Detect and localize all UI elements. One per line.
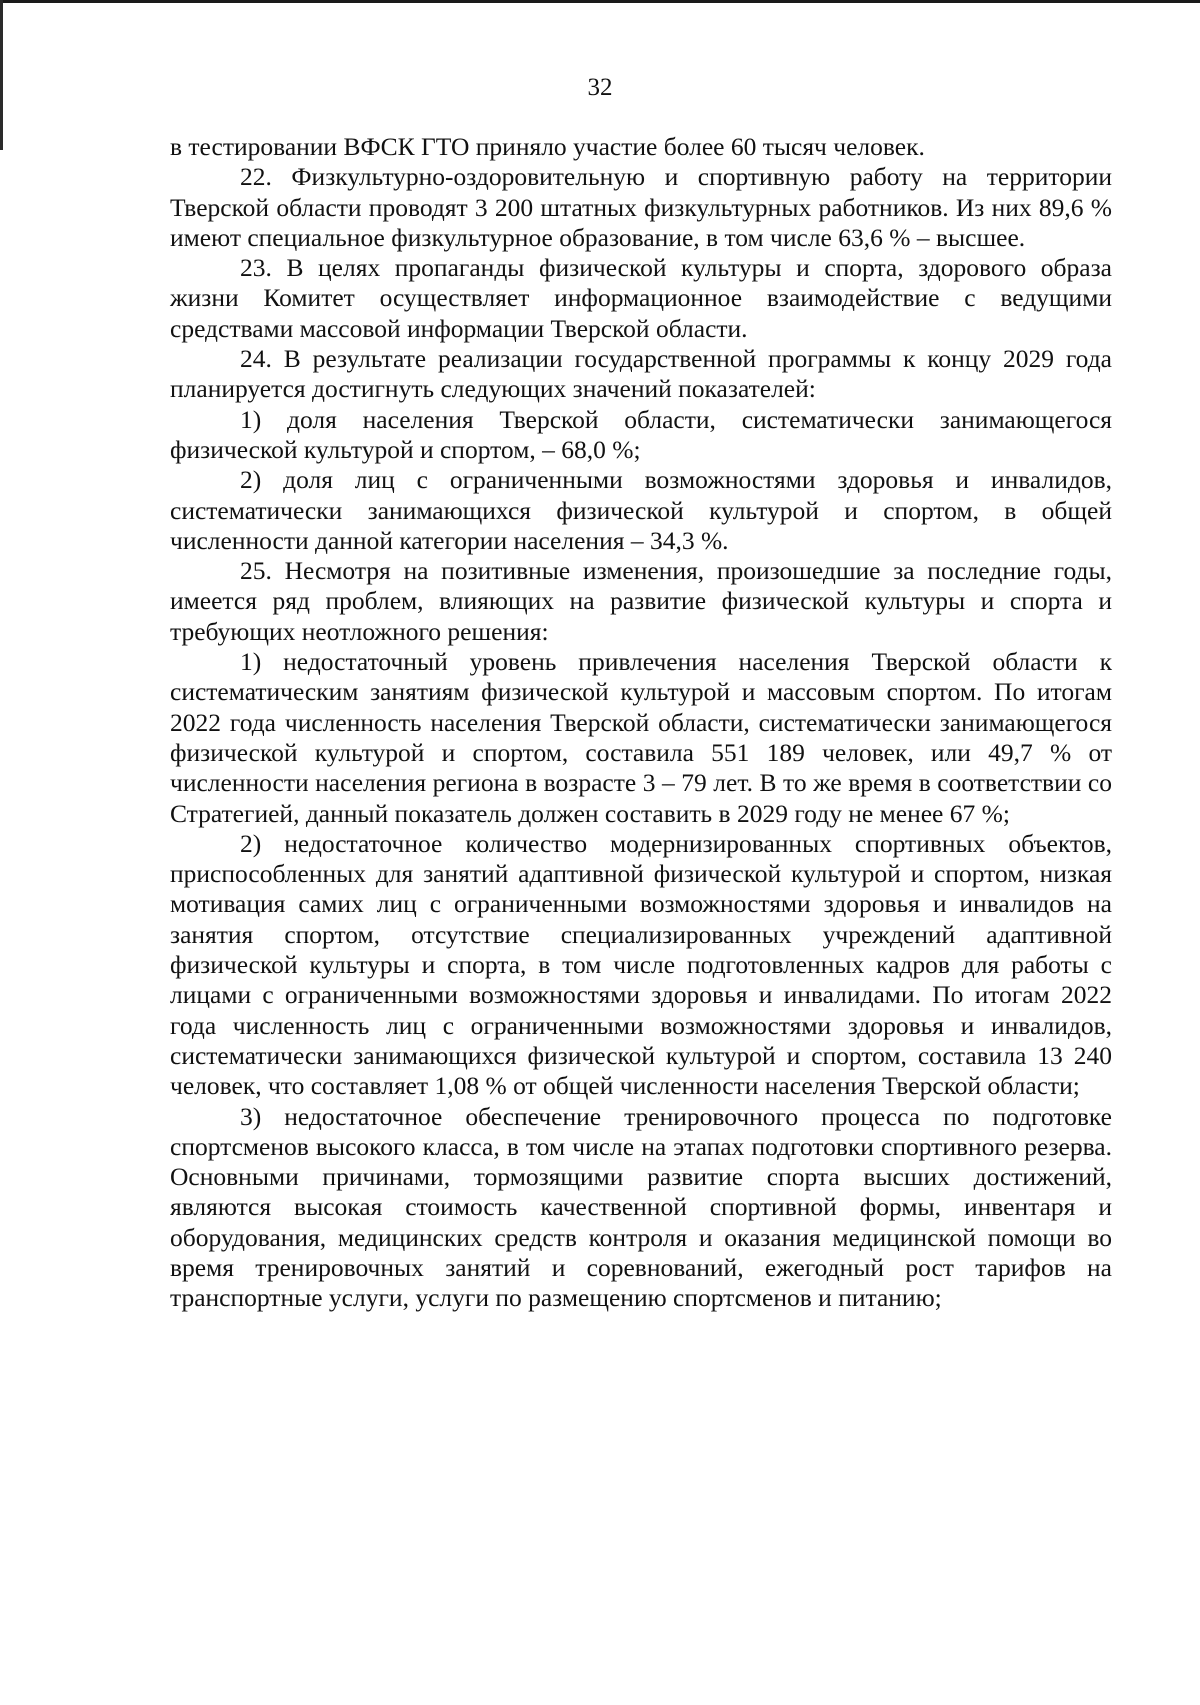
paragraph-25: 25. Несмотря на позитивные изменения, произошедшие за последние годы, имеется ряд проблем, влияющих на развитие физической культуры и спорта и требующих неотложного решения: <box>170 556 1112 646</box>
document-body <box>170 132 1112 1314</box>
paragraph-24-item-2: 2) доля лиц с ограниченными возможностями здоровья и инвалидов, систематически занимающихся физической культурой и спортом, в общей численности данной категории населения – 34,3 %. <box>170 465 1112 555</box>
paragraph-25-item-2: 2) недостаточное количество модернизированных спортивных объектов, приспособленных для занятий адаптивной физической культурой и спортом, низкая мотивация самих лиц с ограниченными возможностями здоровья и инвалидов на занятия спортом, отсутствие специализированных учреждений адаптивной физической культуры и спорта, в том числе подготовленных кадров для работы с лицами с ограниченными возможностями здоровья и инвалидами. По итогам 2022 года численность лиц с ограниченными возможностями здоровья и инвалидов, систематически занимающихся физической культурой и спортом, составила 13 240 человек, что составляет 1,08 % от общей численности населения Тверской области; <box>170 828 1112 1101</box>
paragraph-23: 23. В целях пропаганды физической культуры и спорта, здорового образа жизни Комитет осуществляет информационное взаимодействие с ведущими средствами массовой информации Тверской области. <box>170 253 1112 343</box>
paragraph-24-item-1: 1) доля населения Тверской области, систематически занимающегося физической культурой и спортом, – 68,0 %; <box>170 404 1112 464</box>
paragraph-24: 24. В результате реализации государственной программы к концу 2029 года планируется достигнуть следующих значений показателей: <box>170 344 1112 404</box>
paragraph-continuation: в тестировании ВФСК ГТО приняло участие более 60 тысяч человек. <box>170 132 925 161</box>
paragraph-25-item-1: 1) недостаточный уровень привлечения населения Тверской области к систематическим занятиям физической культурой и массовым спортом. По итогам 2022 года численность населения Тверской области, систематически занимающегося физической культурой и спортом, составила 551 189 человек, или 49,7 % от численности населения региона в возрасте 3 – 79 лет. В то же время в соответствии со Стратегией, данный показатель должен составить в 2029 году не менее 67 %; <box>170 647 1112 828</box>
scan-edge-top <box>0 0 1200 3</box>
paragraph-25-item-3: 3) недостаточное обеспечение тренировочного процесса по подготовке спортсменов высокого класса, в том числе на этапах подготовки спортивного резерва. Основными причинами, тормозящими развитие спорта высших достижений, являются высокая стоимость качественной спортивной формы, инвентаря и оборудования, медицинских средств контроля и оказания медицинской помощи во время тренировочных занятий и соревнований, ежегодный рост тарифов на транспортные услуги, услуги по размещению спортсменов и питанию; <box>170 1101 1112 1313</box>
paragraph-22: 22. Физкультурно-оздоровительную и спортивную работу на территории Тверской области проводят 3 200 штатных физкультурных работников. Из них 89,6 % имеют специальное физкультурное образование, в том числе 63,6 % – высшее. <box>170 162 1112 252</box>
page-number: 32 <box>587 74 613 101</box>
